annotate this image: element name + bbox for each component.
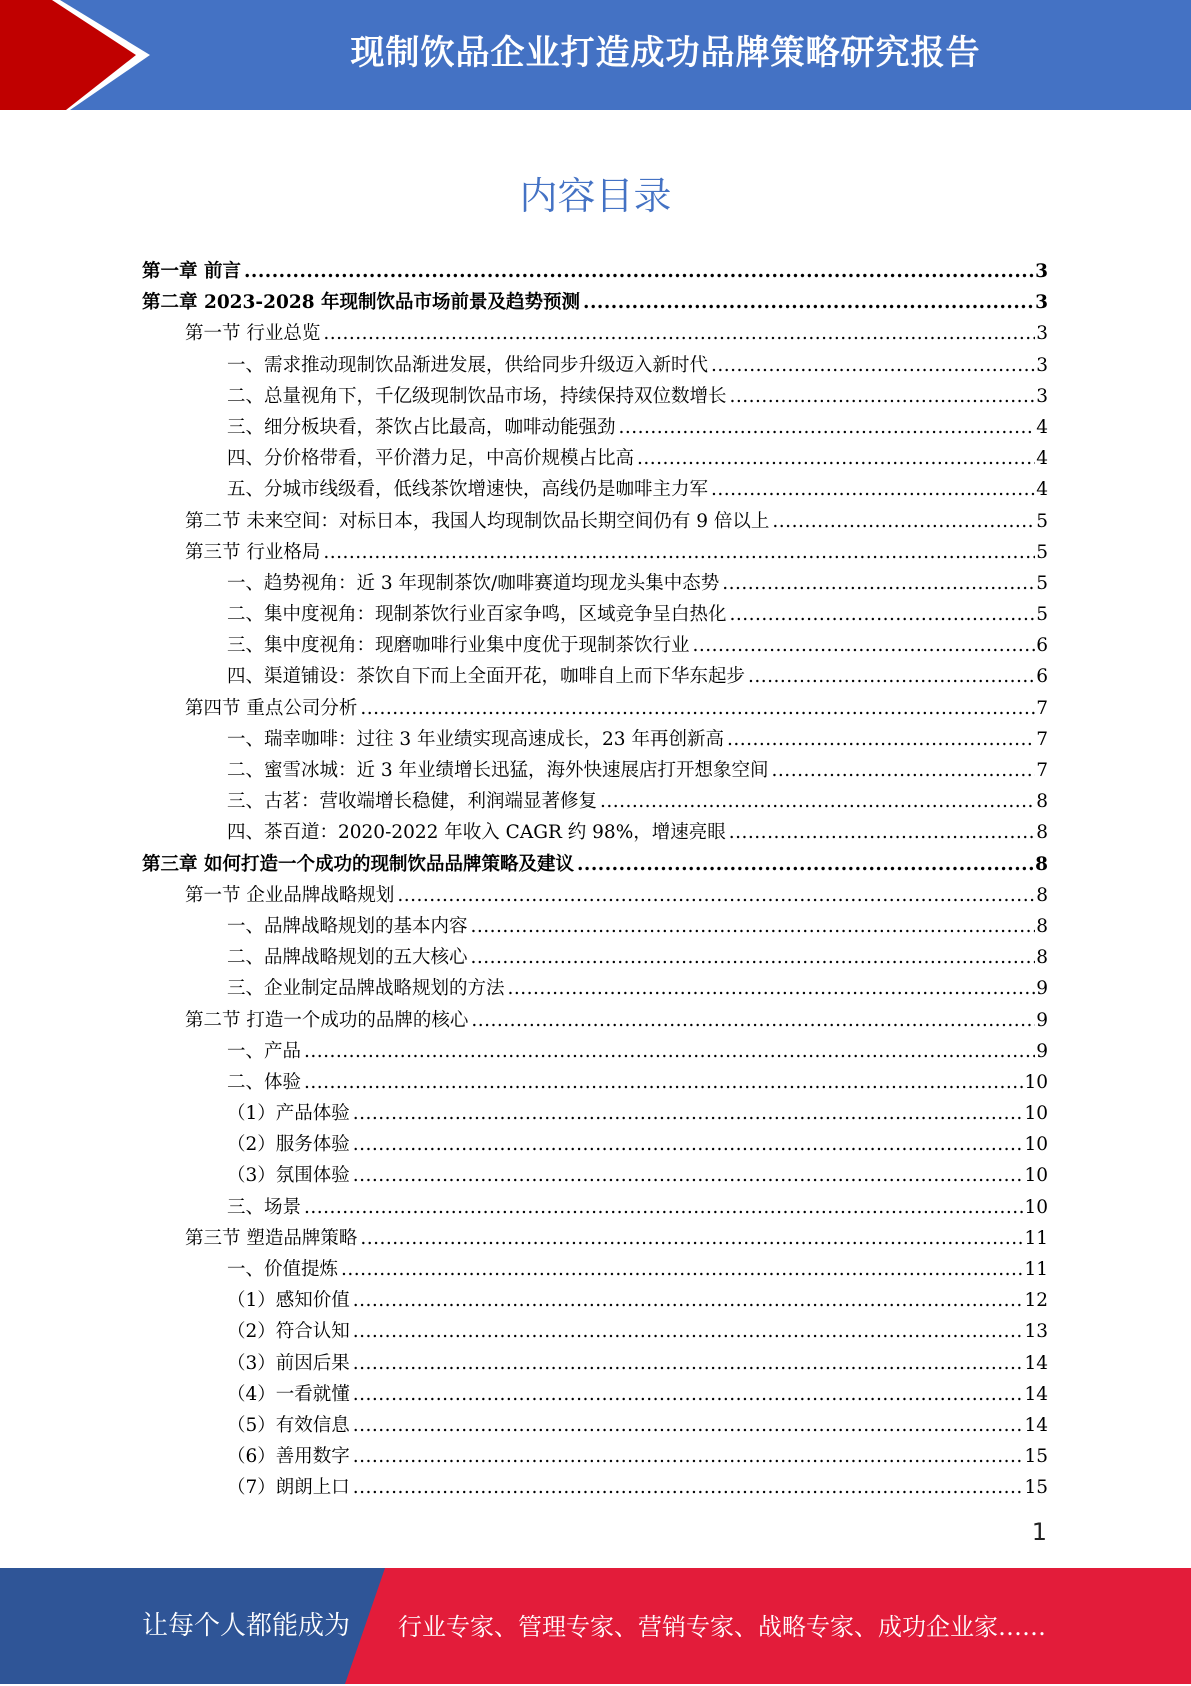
toc-entry-page: 4 (1036, 448, 1048, 470)
toc-entry-title: （1）产品体验 (227, 1103, 350, 1125)
toc-entry[interactable] (142, 942, 1048, 973)
toc-leader-dots (583, 287, 1034, 318)
toc-entry-title: （3）前因后果 (227, 1352, 350, 1374)
toc-entry[interactable] (142, 318, 1048, 349)
toc-entry[interactable] (142, 599, 1048, 630)
toc-entry-title: 四、渠道铺设：茶饮自下而上全面开花，咖啡自上而下华东起步 (227, 666, 746, 688)
toc-entry-page: 9 (1036, 1009, 1048, 1031)
toc-leader-dots (730, 381, 1036, 412)
toc-entry[interactable] (142, 1441, 1048, 1472)
toc-entry-page: 3 (1036, 385, 1048, 407)
toc-entry-title: （5）有效信息 (227, 1414, 350, 1436)
toc-entry-title: （2）符合认知 (227, 1321, 350, 1343)
toc-leader-dots (353, 1348, 1024, 1379)
toc-leader-dots (711, 474, 1035, 505)
toc-entry-title: 二、集中度视角：现制茶饮行业百家争鸣，区域竞争呈白热化 (227, 604, 727, 626)
toc-entry-title: 三、企业制定品牌战略规划的方法 (227, 978, 505, 1000)
toc-entry-title: 一、需求推动现制饮品渐进发展，供给同步升级迈入新时代 (227, 354, 709, 376)
toc-entry-page: 10 (1024, 1165, 1048, 1187)
toc-entry-page: 6 (1036, 666, 1048, 688)
toc-entry-title: 第四节 重点公司分析 (185, 697, 358, 719)
toc-entry[interactable] (142, 412, 1048, 443)
toc-leader-dots (729, 817, 1035, 848)
toc-entry-title: （7）朗朗上口 (227, 1477, 350, 1499)
toc-leader-dots (341, 1254, 1023, 1285)
toc-leader-dots (353, 1472, 1024, 1503)
toc-entry[interactable] (142, 256, 1048, 287)
toc-entry[interactable] (142, 1223, 1048, 1254)
toc-entry-page: 3 (1036, 323, 1048, 345)
toc-entry-page: 10 (1024, 1134, 1048, 1156)
toc-entry-page: 10 (1024, 1196, 1048, 1218)
toc-leader-dots (353, 1285, 1024, 1316)
toc-entry[interactable] (142, 1192, 1048, 1223)
toc-entry-title: 第三节 行业格局 (185, 541, 321, 563)
toc-entry-title: 一、产品 (227, 1040, 302, 1062)
toc-entry-title: 二、品牌战略规划的五大核心 (227, 947, 468, 969)
toc-entry[interactable] (142, 661, 1048, 692)
toc-entry-title: 第三节 塑造品牌策略 (185, 1227, 358, 1249)
toc-entry[interactable] (142, 693, 1048, 724)
toc-entry-title: 第二节 打造一个成功的品牌的核心 (185, 1009, 469, 1031)
page-number: 1 (1031, 1518, 1047, 1546)
toc-entry-page: 7 (1036, 728, 1048, 750)
toc-leader-dots (693, 630, 1036, 661)
toc-leader-dots (304, 1067, 1023, 1098)
toc-entry[interactable] (142, 880, 1048, 911)
toc-entry[interactable] (142, 474, 1048, 505)
toc-entry-page: 10 (1024, 1071, 1048, 1093)
toc-entry[interactable] (142, 1005, 1048, 1036)
toc-leader-dots (577, 849, 1034, 880)
toc-entry[interactable] (142, 537, 1048, 568)
toc-entry-title: 二、蜜雪冰城：近 3 年业绩增长迅猛，海外快速展店打开想象空间 (227, 760, 769, 781)
toc-entry-title: 一、瑞幸咖啡：过往 3 年业绩实现高速成长，23 年再创新高 (227, 728, 724, 750)
toc-entry[interactable] (142, 911, 1048, 942)
toc-leader-dots (353, 1316, 1024, 1347)
toc-leader-dots (360, 693, 1035, 724)
toc-entry-title: 第二节 未来空间：对标日本，我国人均现制饮品长期空间仍有 9 倍以上 (185, 510, 770, 532)
toc-entry-title: （1）感知价值 (227, 1290, 350, 1312)
toc-entry[interactable] (142, 443, 1048, 474)
toc-entry-page: 12 (1024, 1290, 1048, 1312)
toc-entry-page: 5 (1036, 604, 1048, 626)
toc-entry-page: 8 (1036, 947, 1048, 969)
toc-entry[interactable] (142, 630, 1048, 661)
toc-entry-title: 第三章 如何打造一个成功的现制饮品品牌策略及建议 (142, 853, 574, 875)
toc-entry-page: 14 (1024, 1352, 1048, 1374)
toc-entry[interactable] (142, 1036, 1048, 1067)
toc-entry-page: 8 (1036, 791, 1048, 813)
toc-entry[interactable] (142, 350, 1048, 381)
toc-entry-title: 三、细分板块看，茶饮占比最高，咖啡动能强劲 (227, 416, 616, 438)
toc-entry-page: 13 (1024, 1321, 1048, 1343)
toc-entry-title: （6）善用数字 (227, 1446, 350, 1468)
toc-leader-dots (508, 973, 1036, 1004)
toc-entry-page: 5 (1036, 572, 1048, 594)
toc-leader-dots (323, 318, 1035, 349)
toc-leader-dots (600, 786, 1035, 817)
toc-entry[interactable] (142, 1160, 1048, 1191)
toc-entry-page: 15 (1024, 1477, 1048, 1499)
toc-entry-title: 五、分城市线级看，低线茶饮增速快，高线仍是咖啡主力军 (227, 479, 709, 501)
toc-leader-dots (471, 911, 1036, 942)
footer-banner (0, 1568, 1191, 1684)
toc-entry-page: 8 (1036, 822, 1048, 844)
toc-leader-dots (471, 1005, 1035, 1036)
toc-entry[interactable] (142, 568, 1048, 599)
toc-entry-title: 第二章 2023-2028 年现制饮品市场前景及趋势预测 (142, 292, 581, 314)
toc-entry-title: 四、茶百道：2020-2022 年收入 CAGR 约 98%，增速亮眼 (227, 822, 726, 844)
toc-entry-title: （2）服务体验 (227, 1134, 350, 1156)
toc-leader-dots (637, 443, 1035, 474)
toc-entry-page: 4 (1036, 416, 1048, 438)
toc-entry-page: 15 (1024, 1446, 1048, 1468)
toc-entry-title: （4）一看就懂 (227, 1383, 350, 1405)
toc-entry[interactable] (142, 817, 1048, 848)
toc-entry-title: 三、集中度视角：现磨咖啡行业集中度优于现制茶饮行业 (227, 635, 690, 657)
toc-entry[interactable] (142, 1067, 1048, 1098)
toc-entry-title: （3）氛围体验 (227, 1165, 350, 1187)
toc-entry-title: 一、价值提炼 (227, 1259, 339, 1280)
toc-leader-dots (244, 256, 1034, 287)
toc-entry-page: 5 (1036, 510, 1048, 532)
toc-leader-dots (304, 1192, 1023, 1223)
toc-leader-dots (727, 724, 1035, 755)
toc-entry[interactable] (142, 381, 1048, 412)
toc-entry[interactable] (142, 755, 1048, 786)
toc-leader-dots (353, 1410, 1024, 1441)
toc-entry[interactable] (142, 1410, 1048, 1441)
toc-entry-page: 11 (1024, 1259, 1048, 1280)
toc-leader-dots (471, 942, 1036, 973)
toc-entry-page: 8 (1036, 884, 1048, 906)
header-banner (0, 0, 1191, 110)
toc-entry-page: 11 (1024, 1227, 1048, 1249)
toc-entry-page: 3 (1036, 354, 1048, 376)
toc-entry[interactable] (142, 1129, 1048, 1160)
toc-entry-page: 10 (1024, 1103, 1048, 1125)
toc-entry-title: 四、分价格带看，平价潜力足，中高价规模占比高 (227, 448, 635, 470)
toc-entry[interactable] (142, 1348, 1048, 1379)
toc-entry-title: 二、总量视角下，千亿级现制饮品市场，持续保持双位数增长 (227, 385, 727, 407)
toc-entry-page: 4 (1036, 479, 1048, 501)
toc-entry[interactable] (142, 849, 1048, 880)
toc-entry-page: 3 (1035, 261, 1048, 282)
toc-entry-page: 6 (1036, 635, 1048, 657)
toc-leader-dots (722, 568, 1035, 599)
toc-leader-dots (748, 661, 1035, 692)
toc-leader-dots (353, 1098, 1024, 1129)
toc-entry-title: 第一节 行业总览 (185, 323, 321, 345)
toc-entry[interactable] (142, 973, 1048, 1004)
toc-entry-page: 8 (1035, 853, 1048, 875)
report-title: 现制饮品企业打造成功品牌策略研究报告 (350, 33, 981, 73)
toc-entry[interactable] (142, 1379, 1048, 1410)
toc-leader-dots (619, 412, 1036, 443)
toc-entry[interactable] (142, 1472, 1048, 1503)
toc-entry-title: 三、古茗：营收端增长稳健，利润端显著修复 (227, 791, 598, 813)
table-of-contents (142, 256, 1048, 1504)
toc-leader-dots (353, 1441, 1024, 1472)
toc-leader-dots (711, 350, 1035, 381)
toc-entry-page: 9 (1036, 978, 1048, 1000)
toc-entry-page: 8 (1036, 915, 1048, 937)
toc-entry[interactable] (142, 724, 1048, 755)
toc-entry-page: 9 (1036, 1040, 1048, 1062)
toc-entry-title: 一、趋势视角：近 3 年现制茶饮/咖啡赛道均现龙头集中态势 (227, 572, 720, 594)
toc-entry-page: 14 (1024, 1383, 1048, 1405)
footer-slogan-left: 让每个人都能成为 (142, 1611, 351, 1641)
toc-entry[interactable] (142, 287, 1048, 318)
footer-slogan-right: 行业专家、管理专家、营销专家、战略专家、成功企业家…… (398, 1613, 1046, 1641)
toc-entry[interactable] (142, 1254, 1048, 1285)
toc-entry-page: 14 (1024, 1414, 1048, 1436)
toc-entry[interactable] (142, 506, 1048, 537)
toc-leader-dots (353, 1129, 1024, 1160)
toc-entry-title: 第一章 前言 (142, 261, 241, 282)
toc-entry-page: 7 (1036, 697, 1048, 719)
toc-entry-page: 7 (1036, 760, 1048, 781)
toc-heading: 内容目录 (519, 174, 672, 218)
toc-leader-dots (304, 1036, 1035, 1067)
toc-entry-title: 第一节 企业品牌战略规划 (185, 884, 395, 906)
toc-leader-dots (323, 537, 1035, 568)
toc-entry[interactable] (142, 1285, 1048, 1316)
toc-entry-title: 二、体验 (227, 1071, 302, 1093)
toc-leader-dots (360, 1223, 1023, 1254)
toc-entry-title: 一、品牌战略规划的基本内容 (227, 915, 468, 937)
toc-leader-dots (772, 506, 1035, 537)
toc-leader-dots (730, 599, 1036, 630)
toc-entry[interactable] (142, 1098, 1048, 1129)
toc-leader-dots (772, 755, 1036, 786)
toc-entry[interactable] (142, 786, 1048, 817)
toc-entry-page: 3 (1035, 292, 1048, 314)
toc-entry-title: 三、场景 (227, 1196, 302, 1218)
toc-leader-dots (353, 1379, 1024, 1410)
toc-leader-dots (397, 880, 1035, 911)
toc-entry[interactable] (142, 1316, 1048, 1347)
toc-leader-dots (353, 1160, 1024, 1191)
toc-entry-page: 5 (1036, 541, 1048, 563)
